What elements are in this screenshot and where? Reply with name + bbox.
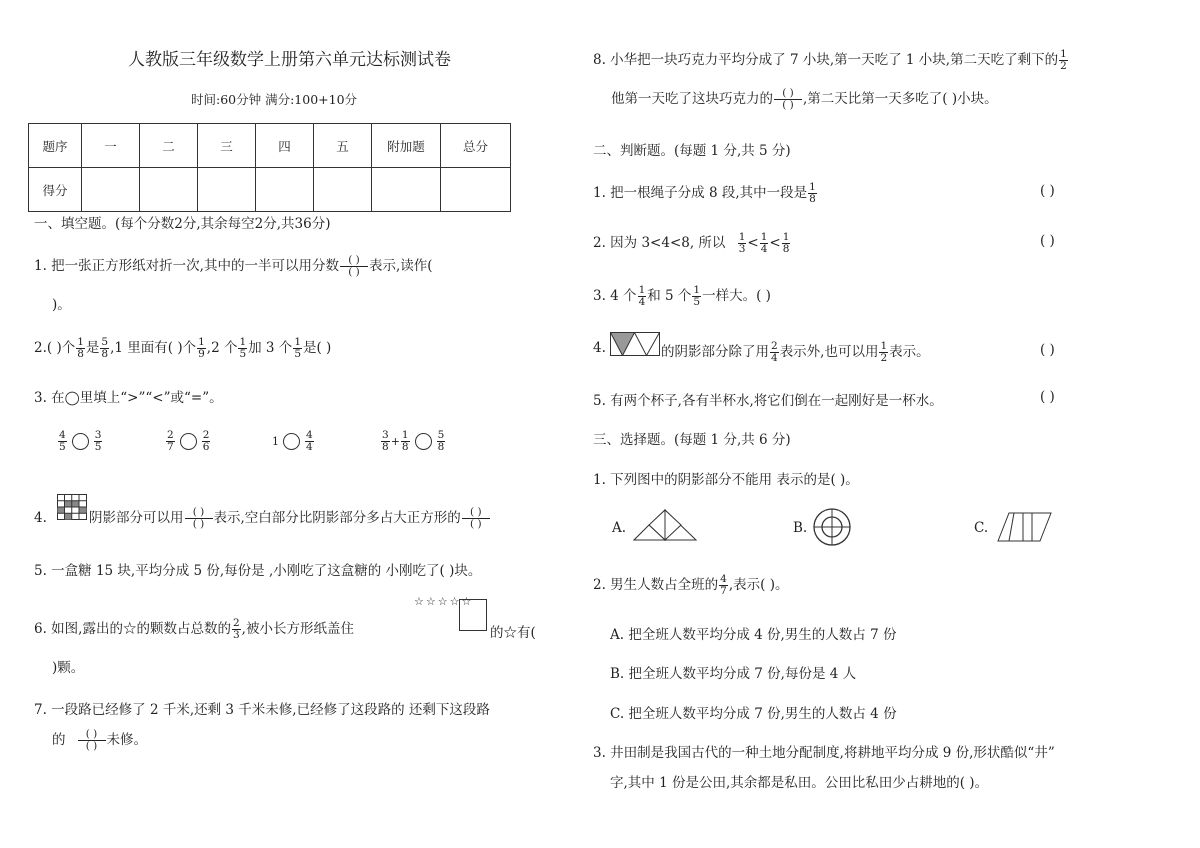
fraction: $\frac{1}{4}$ (760, 231, 768, 255)
q-text: 是( ) (303, 340, 332, 356)
choice-question-2 (593, 573, 788, 597)
question-1-2 (34, 336, 331, 360)
compare-circle[interactable] (180, 433, 197, 450)
fraction: $\frac{1}{2}$ (880, 340, 888, 364)
q-text: 2.( )个 (34, 340, 76, 356)
compare-item (272, 430, 315, 453)
number: 1 (272, 435, 279, 448)
q-text: 表示,读作( (368, 258, 433, 274)
q-text: 加 3 个 (248, 340, 293, 356)
fraction: $\frac{1}{5}$ (294, 336, 301, 360)
section3-heading: 三、选择题。(每题 1 分,共 6 分) (593, 432, 791, 448)
fraction: $\frac{1}{5}$ (693, 284, 701, 308)
fraction: $\frac{1}{2}$ (1060, 48, 1067, 72)
judge-answer-paren[interactable]: ( ) (1040, 183, 1055, 199)
q-text: 和 5 个 (647, 288, 692, 304)
q-text: ,2 个 (206, 340, 238, 356)
q-text: ,第二天比第一天多吃了( )小块。 (803, 91, 998, 107)
fraction: $\frac{1}{8}$ (401, 429, 409, 453)
choice-question-3: 3. 井田制是我国古代的一种土地分配制度,将耕地平均分成 9 份,形状酷似“井” (593, 745, 1055, 761)
fraction: $\frac{1}{8}$ (77, 336, 84, 360)
score-header-cell: 二 (140, 124, 198, 168)
answer-fraction-blank[interactable]: $\frac{( )}{( )}$ (78, 729, 106, 752)
q-text: 6. 如图,露出的☆的颗数占总数的 (34, 621, 231, 637)
question-1-8-cont (611, 87, 998, 111)
compare-circle[interactable] (415, 433, 432, 450)
fraction: $\frac{1}{4}$ (638, 284, 646, 308)
option-a-label[interactable]: A. (612, 520, 627, 536)
score-input-cell[interactable] (82, 168, 140, 212)
fraction: $\frac{1}{3}$ (738, 231, 746, 255)
answer-fraction-blank[interactable]: $\frac{( )}{( )}$ (774, 88, 802, 111)
judge-answer-paren[interactable]: ( ) (1040, 389, 1055, 405)
score-input-cell[interactable] (198, 168, 256, 212)
q-text: 是 (85, 340, 100, 356)
fraction: $\frac{3}{8}$ (382, 429, 389, 453)
score-input-cell[interactable] (314, 168, 372, 212)
choice-option[interactable]: C. 把全班人数平均分成 7 份,男生的人数占 4 份 (610, 706, 897, 722)
fraction: $\frac{2}{4}$ (771, 340, 778, 364)
q-text: 1. 把一张正方形纸对折一次,其中的一半可以用分数 (34, 258, 339, 274)
q-text: 的 (52, 732, 66, 748)
stars-figure: ☆☆☆☆☆ (414, 595, 474, 608)
fraction: $\frac{2}{7}$ (167, 429, 174, 453)
option-a-triangles-figure[interactable] (633, 509, 697, 541)
option-c-parallelogram-figure[interactable] (995, 512, 1053, 542)
judge-question-5: 5. 有两个杯子,各有半杯水,将它们倒在一起刚好是一杯水。 (593, 393, 943, 409)
question-1-5: 5. 一盒糖 15 块,平均分成 5 份,每份是 ,小刚吃了这盒糖的 小刚吃了( )块。 (34, 563, 482, 579)
compare-circle[interactable] (283, 433, 300, 450)
section1-heading: 一、填空题。(每个分数2分,其余每空2分,共36分) (34, 216, 331, 232)
score-table-header-row (29, 124, 511, 168)
question-1-7: 7. 一段路已经修了 2 千米,还剩 3 千米未修,已经修了这段路的 还剩下这段路 (34, 702, 490, 718)
q-text: 的阴影部分除了用 (661, 344, 769, 360)
grid-figure (57, 494, 87, 520)
q-text: 1. 把一根绳子分成 8 段,其中一段是 (593, 185, 808, 201)
question-1-4 (89, 506, 491, 530)
lt-sign: < (747, 235, 759, 251)
compare-item (165, 430, 211, 453)
score-input-cell[interactable] (256, 168, 314, 212)
q-text: 一样大。( ) (702, 288, 771, 304)
judge-question-4 (661, 340, 930, 364)
section2-heading: 二、判断题。(每题 1 分,共 5 分) (593, 143, 791, 159)
triangle-strip-figure (610, 332, 660, 356)
answer-fraction-blank[interactable]: $\frac{( )}{( )}$ (340, 255, 368, 278)
score-header-cell: 总分 (441, 124, 511, 168)
question-1-6-tail: 的☆有( (490, 625, 536, 641)
question-1-6-cont: )颗。 (52, 660, 85, 676)
option-b-label[interactable]: B. (793, 520, 808, 536)
choice-option[interactable]: A. 把全班人数平均分成 4 份,男生的人数占 7 份 (610, 627, 897, 643)
score-input-cell[interactable] (140, 168, 198, 212)
fraction: $\frac{2}{6}$ (202, 429, 210, 453)
option-c-label[interactable]: C. (974, 520, 989, 536)
judge-question-3 (593, 284, 771, 308)
score-header-cell: 题序 (29, 124, 82, 168)
question-1-4-number: 4. (34, 510, 47, 526)
q-text: 2. 男生人数占全班的 (593, 577, 719, 593)
choice-option[interactable]: B. 把全班人数平均分成 7 份,每份是 4 人 (610, 666, 857, 682)
page-title: 人教版三年级数学上册第六单元达标测试卷 (128, 50, 451, 70)
question-1-3: 3. 在◯里填上“>”“<”或“=”。 (34, 390, 223, 406)
question-1-1-cont: )。 (52, 297, 71, 313)
fraction: $\frac{3}{5}$ (94, 429, 102, 453)
score-header-cell: 五 (314, 124, 372, 168)
option-b-circle-figure[interactable] (812, 507, 852, 547)
question-1-8 (593, 48, 1069, 72)
q-text: 表示,空白部分比阴影部分多占大正方形的 (213, 510, 461, 526)
answer-fraction-blank[interactable]: $\frac{( )}{( )}$ (462, 507, 490, 530)
page-subtitle: 时间:60分钟 满分:100+10分 (191, 92, 358, 107)
score-input-cell[interactable] (441, 168, 511, 212)
judge-answer-paren[interactable]: ( ) (1040, 342, 1055, 358)
compare-circle[interactable] (72, 433, 89, 450)
q-text: ,1 里面有( )个 (110, 340, 197, 356)
lt-sign: < (769, 235, 781, 251)
q-text: 他第一天吃了这块巧克力的 (611, 91, 773, 107)
score-table-score-row (29, 168, 511, 212)
q-text: ,表示( )。 (728, 577, 789, 593)
q-text: 2. 因为 3<4<8, 所以 (593, 235, 726, 251)
score-header-cell: 四 (256, 124, 314, 168)
score-row-label: 得分 (29, 168, 82, 212)
score-header-cell: 三 (198, 124, 256, 168)
cover-rectangle (459, 599, 487, 631)
compare-item (57, 430, 103, 453)
question-1-1 (34, 254, 433, 278)
judge-question-2 (593, 231, 791, 255)
score-header-cell: 一 (82, 124, 140, 168)
fraction: $\frac{4}{5}$ (59, 429, 66, 453)
q-text: 阴影部分可以用 (89, 510, 184, 526)
q-text: ,被小长方形纸盖住 (241, 621, 354, 637)
fraction: $\frac{1}{9}$ (198, 336, 205, 360)
fraction: $\frac{5}{8}$ (437, 429, 445, 453)
q-text: 表示。 (889, 344, 930, 360)
fraction: $\frac{1}{8}$ (809, 181, 816, 205)
plus-sign: + (390, 435, 400, 448)
fraction: $\frac{2}{3}$ (232, 617, 240, 641)
fraction: $\frac{4}{7}$ (720, 573, 727, 597)
fraction: $\frac{1}{5}$ (239, 336, 247, 360)
judge-question-4-number: 4. (593, 340, 606, 356)
score-input-cell[interactable] (372, 168, 441, 212)
q-text: 3. 4 个 (593, 288, 637, 304)
judge-question-1 (593, 181, 818, 205)
fraction: $\frac{1}{8}$ (782, 231, 790, 255)
choice-question-1: 1. 下列图中的阴影部分不能用 表示的是( )。 (593, 472, 859, 488)
q-text: 未修。 (106, 732, 147, 748)
score-header-cell: 附加题 (372, 124, 441, 168)
question-1-6 (34, 617, 354, 641)
q-text: 8. 小华把一块巧克力平均分成了 7 小块,第一天吃了 1 小块,第二天吃了剩下的 (593, 52, 1059, 68)
choice-question-3-cont: 字,其中 1 份是公田,其余都是私田。公田比私田少占耕地的( )。 (610, 775, 989, 791)
q-text: 表示外,也可以用 (779, 344, 879, 360)
score-table (28, 123, 511, 212)
judge-answer-paren[interactable]: ( ) (1040, 233, 1055, 249)
compare-item (380, 430, 446, 453)
fraction: $\frac{5}{8}$ (101, 336, 109, 360)
answer-fraction-blank[interactable]: $\frac{( )}{( )}$ (185, 507, 213, 530)
fraction: $\frac{4}{4}$ (306, 429, 313, 453)
question-1-7-cont (52, 728, 147, 752)
